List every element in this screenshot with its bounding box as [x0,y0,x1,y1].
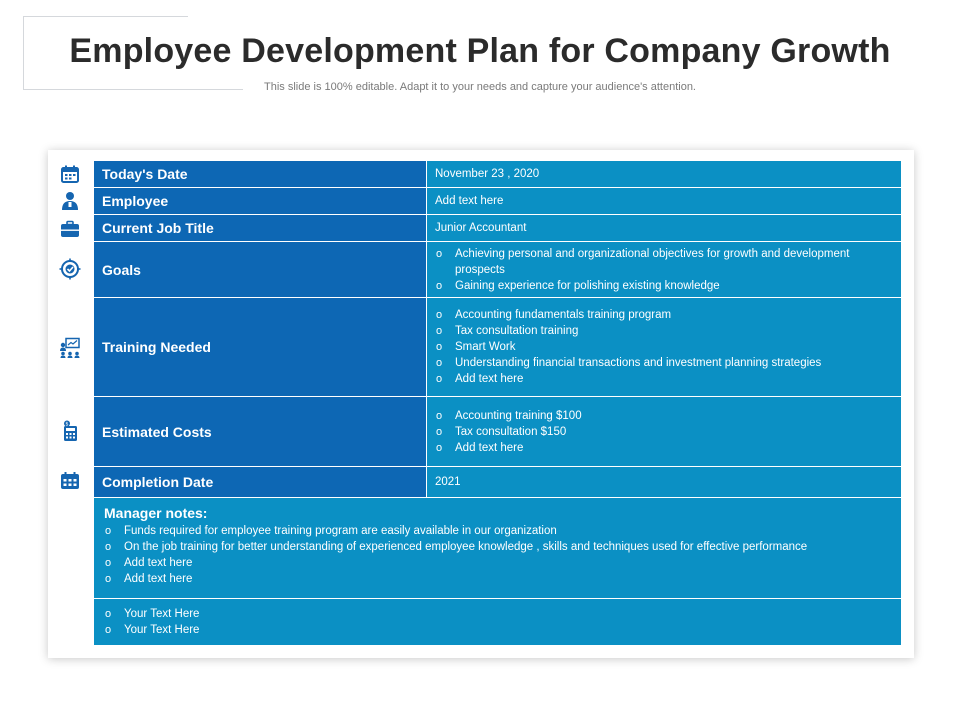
table-row-manager-notes [94,498,902,599]
svg-text:$: $ [65,421,69,428]
row-label: Employee [94,188,427,215]
list-item: o Add text here [104,555,891,571]
table-row-job-title [94,215,902,242]
list-item: o Tax consultation $150 [435,424,893,440]
row-value-list [427,397,902,467]
row-value-list [427,242,902,298]
row-value: November 23 , 2020 [427,161,902,188]
list-item: o Your Text Here [104,622,891,638]
manager-notes-cell [94,498,902,599]
row-label: Estimated Costs [94,397,427,467]
list-item: o Smart Work [435,339,893,355]
training-icon [59,337,81,359]
list-item: o Understanding financial transactions and investment planning strategies [435,355,893,371]
list-item: o Tax consultation training [435,323,893,339]
list-item: o Funds required for employee training program are easily available in our organization [104,523,891,539]
target-icon [59,258,81,280]
list-item: o Achieving personal and organizational objectives for growth and development prospects [435,246,893,278]
list-item: o Accounting training $100 [435,408,893,424]
list-item: o Add text here [435,440,893,456]
calendar-grid-icon [59,470,81,492]
manager-notes-heading: Manager notes: [104,505,208,521]
footer-notes-cell [94,599,902,646]
list-item: o Add text here [104,571,891,587]
table-row-training [94,298,902,397]
table-row-employee [94,188,902,215]
row-label: Completion Date [94,467,427,498]
row-label: Today's Date [94,161,427,188]
table-row-costs [94,397,902,467]
table-row-completion-date [94,467,902,498]
row-value-list [427,298,902,397]
development-plan-table [93,160,902,646]
list-item: o Accounting fundamentals training program [435,307,893,323]
row-label: Current Job Title [94,215,427,242]
page-title: Employee Development Plan for Company Growth [69,32,891,70]
row-value: Junior Accountant [427,215,902,242]
list-item: o Gaining experience for polishing existing knowledge [435,278,893,294]
calendar-icon [59,163,81,185]
table-row-goals [94,242,902,298]
calculator-icon [59,420,81,442]
row-value: Add text here [427,188,902,215]
list-item: o Your Text Here [104,606,891,622]
list-item: o On the job training for better understanding of experienced employee knowledge , skills and techniques used for effective performance [104,539,891,555]
row-label: Goals [94,242,427,298]
list-item: o Add text here [435,371,893,387]
row-label: Training Needed [94,298,427,397]
table-row-footer-notes [94,599,902,646]
briefcase-icon [59,218,81,240]
row-value: 2021 [427,467,902,498]
table-row-todays-date [94,161,902,188]
person-icon [59,190,81,212]
page-subtitle: This slide is 100% editable. Adapt it to your needs and capture your audience's attention. [264,81,696,93]
